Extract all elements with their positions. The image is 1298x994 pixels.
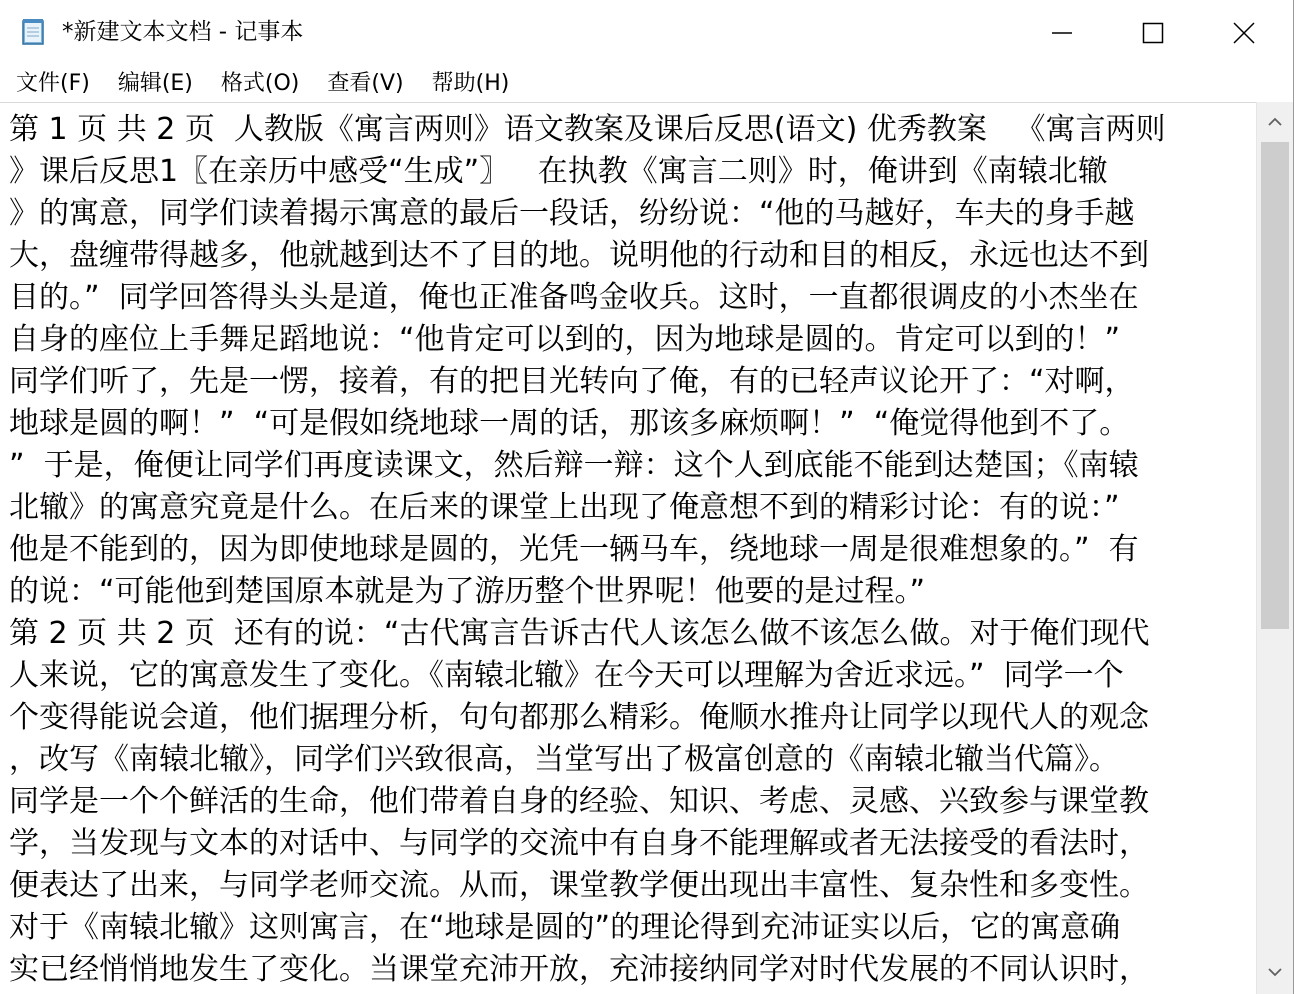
chevron-down-icon [1267, 966, 1283, 978]
text-line[interactable]: 的说：“可能他到楚国原本就是为了游历整个世界呢！他要的是过程。” [9, 574, 926, 609]
text-line[interactable]: 目的。” 同学回答得头头是道，俺也正准备鸣金收兵。这时，一直都很调皮的小杰坐在 [9, 280, 1139, 315]
scroll-up-button[interactable] [1257, 104, 1293, 140]
text-line[interactable]: 北辙》的寓意究竟是什么。在后来的课堂上出现了俺意想不到的精彩讨论：有的说：” [9, 490, 1120, 525]
text-line[interactable]: 实已经悄悄地发生了变化。当课堂充沛开放，充沛接纳同学对时代发展的不同认识时， [9, 952, 1149, 987]
close-button[interactable] [1198, 0, 1290, 66]
menu-bar [0, 66, 1293, 102]
text-line[interactable]: 第 2 页 共 2 页 还有的说：“古代寓言告诉古代人该怎么做不该怎么做。对于俺们现代 [9, 616, 1150, 651]
text-line[interactable]: 他是不能到的，因为即使地球是圆的，光凭一辆马车，绕地球一周是很难想象的。” 有 [9, 532, 1139, 567]
text-line[interactable]: 人来说，它的寓意发生了变化。《南辕北辙》在今天可以理解为舍近求远。” 同学一个 [9, 658, 1124, 693]
text-line[interactable]: 地球是圆的啊！” “可是假如绕地球一周的话，那该多麻烦啊！” “俺觉得他到不了。 [9, 406, 1130, 441]
maximize-icon [1142, 22, 1164, 44]
window-title: *新建文本文档 - 记事本 [62, 19, 304, 45]
minimize-icon [1051, 22, 1073, 44]
text-line[interactable]: 同学们听了，先是一愣，接着，有的把目光转向了俺，有的已轻声议论开了：“对啊， [9, 364, 1135, 399]
text-line[interactable]: 》的寓意，同学们读着揭示寓意的最后一段话，纷纷说：“他的马越好，车夫的身手越 [9, 196, 1135, 231]
vertical-scrollbar[interactable] [1256, 102, 1293, 994]
title-bar[interactable] [0, 0, 1293, 66]
text-line[interactable]: 个变得能说会道，他们据理分析，句句都那么精彩。俺顺水推舟让同学以现代人的观念 [9, 700, 1149, 735]
notepad-icon[interactable] [18, 17, 48, 47]
text-line[interactable]: 自身的座位上手舞足蹈地说：“他肯定可以到的，因为地球是圆的。肯定可以到的！” [9, 322, 1121, 357]
text-line[interactable]: 大，盘缠带得越多，他就越到达不了目的地。说明他的行动和目的相反，永远也达不到 [9, 238, 1149, 273]
text-line[interactable]: 对于《南辕北辙》这则寓言，在“地球是圆的”的理论得到充沛证实以后，它的寓意确 [9, 910, 1121, 945]
text-line[interactable]: ，改写《南辕北辙》，同学们兴致很高，当堂写出了极富创意的《南辕北辙当代篇》。 [9, 742, 1119, 777]
text-editor[interactable] [0, 102, 1256, 994]
menu-format[interactable]: 格式(O) [220, 71, 300, 96]
text-line[interactable]: 学，当发现与文本的对话中、与同学的交流中有自身不能理解或者无法接受的看法时， [9, 826, 1149, 861]
minimize-button[interactable] [1016, 0, 1108, 66]
maximize-button[interactable] [1107, 0, 1199, 66]
text-line[interactable]: 便表达了出来，与同学老师交流。从而，课堂教学便出现出丰富性、复杂性和多变性。 [9, 868, 1149, 903]
menu-view[interactable]: 查看(V) [327, 71, 404, 96]
chevron-up-icon [1267, 116, 1283, 128]
text-line[interactable]: 第 1 页 共 2 页 人教版《寓言两则》语文教案及课后反思(语文) 优秀教案 《寓言两则 [9, 112, 1166, 147]
scroll-down-button[interactable] [1257, 954, 1293, 990]
text-line[interactable]: 》课后反思1〖在亲历中感受“生成”〗 在执教《寓言二则》时，俺讲到《南辕北辙 [9, 154, 1108, 189]
menu-help[interactable]: 帮助(H) [431, 71, 510, 96]
menu-edit[interactable]: 编辑(E) [117, 71, 193, 96]
close-icon [1232, 21, 1256, 45]
document-text[interactable] [9, 109, 1254, 991]
scrollbar-thumb[interactable] [1261, 142, 1289, 629]
text-line[interactable]: 同学是一个个鲜活的生命，他们带着自身的经验、知识、考虑、灵感、兴致参与课堂教 [9, 784, 1149, 819]
menu-file[interactable]: 文件(F) [16, 71, 90, 96]
text-line[interactable]: ” 于是，俺便让同学们再度读课文，然后辩一辩：这个人到底能不能到达楚国；《南辕 [9, 448, 1139, 483]
